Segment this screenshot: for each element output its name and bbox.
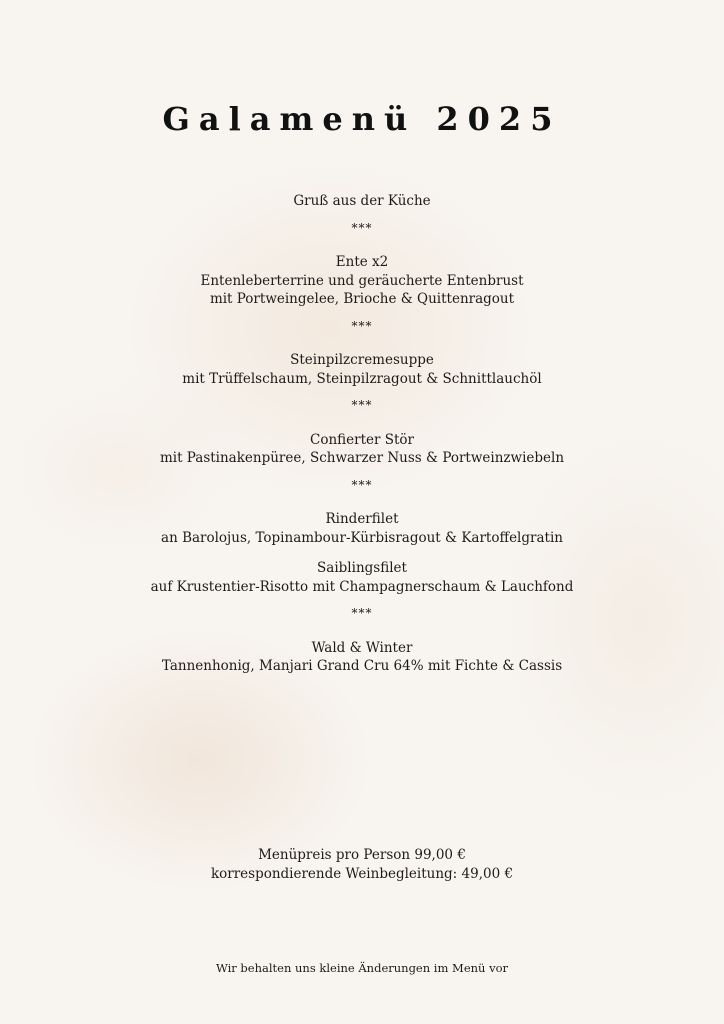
course-name: Steinpilzcremesuppe: [290, 352, 434, 368]
price-per-person: Menüpreis pro Person 99,00 €: [258, 847, 466, 863]
course-name: Gruß aus der Küche: [293, 193, 431, 209]
course-dessert: [0, 639, 724, 676]
course-name: Rinderfilet: [325, 511, 399, 527]
course-name: Saiblingsfilet: [317, 560, 407, 576]
course-description: Entenleberterrine und geräucherte Entenbrust: [200, 272, 524, 289]
course-duck: [0, 253, 724, 309]
course-name: Confierter Stör: [309, 431, 414, 448]
course-separator: ***: [351, 606, 373, 620]
course-description: Tannenhonig, Manjari Grand Cru 64% mit Fichte & Cassis: [161, 658, 563, 674]
course-separator: ***: [351, 477, 373, 492]
price-block: [0, 846, 724, 884]
course-beef: [0, 510, 724, 547]
course-separator: ***: [351, 398, 373, 412]
course-name: Ente x2: [335, 254, 389, 270]
course-description: mit Portweingelee, Brioche & Quittenragout: [209, 291, 515, 307]
course-description: mit Pastinakenpüree, Schwarzer Nuss & Portweinzwiebeln: [159, 450, 565, 466]
course-char: [0, 559, 724, 596]
menu-courses: [0, 192, 724, 676]
menu-title: Galamenü 2025: [162, 100, 562, 138]
course-description: auf Krustentier-Risotto mit Champagnerschaum & Lauchfond: [150, 578, 574, 595]
course-name: Wald & Winter: [311, 639, 413, 656]
course-soup: [0, 351, 724, 388]
course-separator: ***: [351, 220, 373, 235]
footer-note: Wir behalten uns kleine Änderungen im Menü vor: [215, 961, 509, 975]
course-description: an Barolojus, Topinambour-Kürbisragout & Kartoffelgratin: [161, 529, 563, 546]
course-sturgeon: [0, 431, 724, 468]
course-greeting: [0, 192, 724, 211]
course-description: mit Trüffelschaum, Steinpilzragout & Schnittlauchöl: [182, 370, 542, 387]
price-wine-pairing: korrespondierende Weinbegleitung: 49,00 €: [210, 866, 514, 882]
course-separator: ***: [351, 318, 373, 333]
